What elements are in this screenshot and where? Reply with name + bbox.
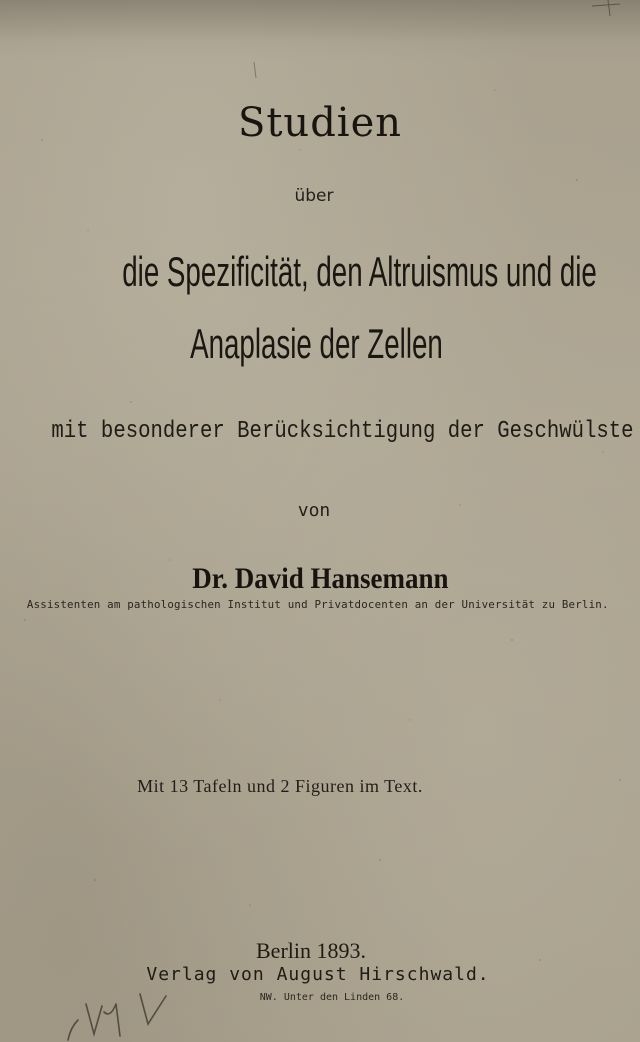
author-name <box>0 562 640 596</box>
subtitle-line-2-text: Anaplasie der Zellen <box>189 320 443 367</box>
subtitle-line-2 <box>0 320 636 368</box>
subtitle-line-1 <box>0 248 640 296</box>
handwritten-signature <box>60 990 190 1042</box>
author-affiliation <box>0 598 638 611</box>
author-name-text: Dr. David Hansemann <box>191 562 449 595</box>
imprint-address: NW. Unter den Linden 68. <box>259 992 405 1003</box>
author-affiliation-text: Assistenten am pathologischen Institut und Privatdocenten an der Universität zu Berlin. <box>27 598 609 611</box>
author-preposition: von <box>297 500 331 521</box>
illustrations-note: Mit 13 Tafeln und 2 Figuren im Text. <box>137 776 423 796</box>
subtitle-line-1-text: die Spezificität, den Altruismus und die <box>122 248 597 295</box>
corner-pencil-mark <box>590 0 630 20</box>
pencil-mark <box>240 60 270 80</box>
subtitle-line-3 <box>4 418 640 445</box>
imprint-publisher: Verlag von August Hirschwald. <box>146 964 490 985</box>
imprint-city-year: Berlin 1893. <box>256 938 366 963</box>
title-preposition: über <box>294 186 334 206</box>
subtitle-line-3-text: mit besonderer Berücksichtigung der Geschwülste <box>51 418 634 445</box>
book-title: Studien <box>237 100 403 146</box>
